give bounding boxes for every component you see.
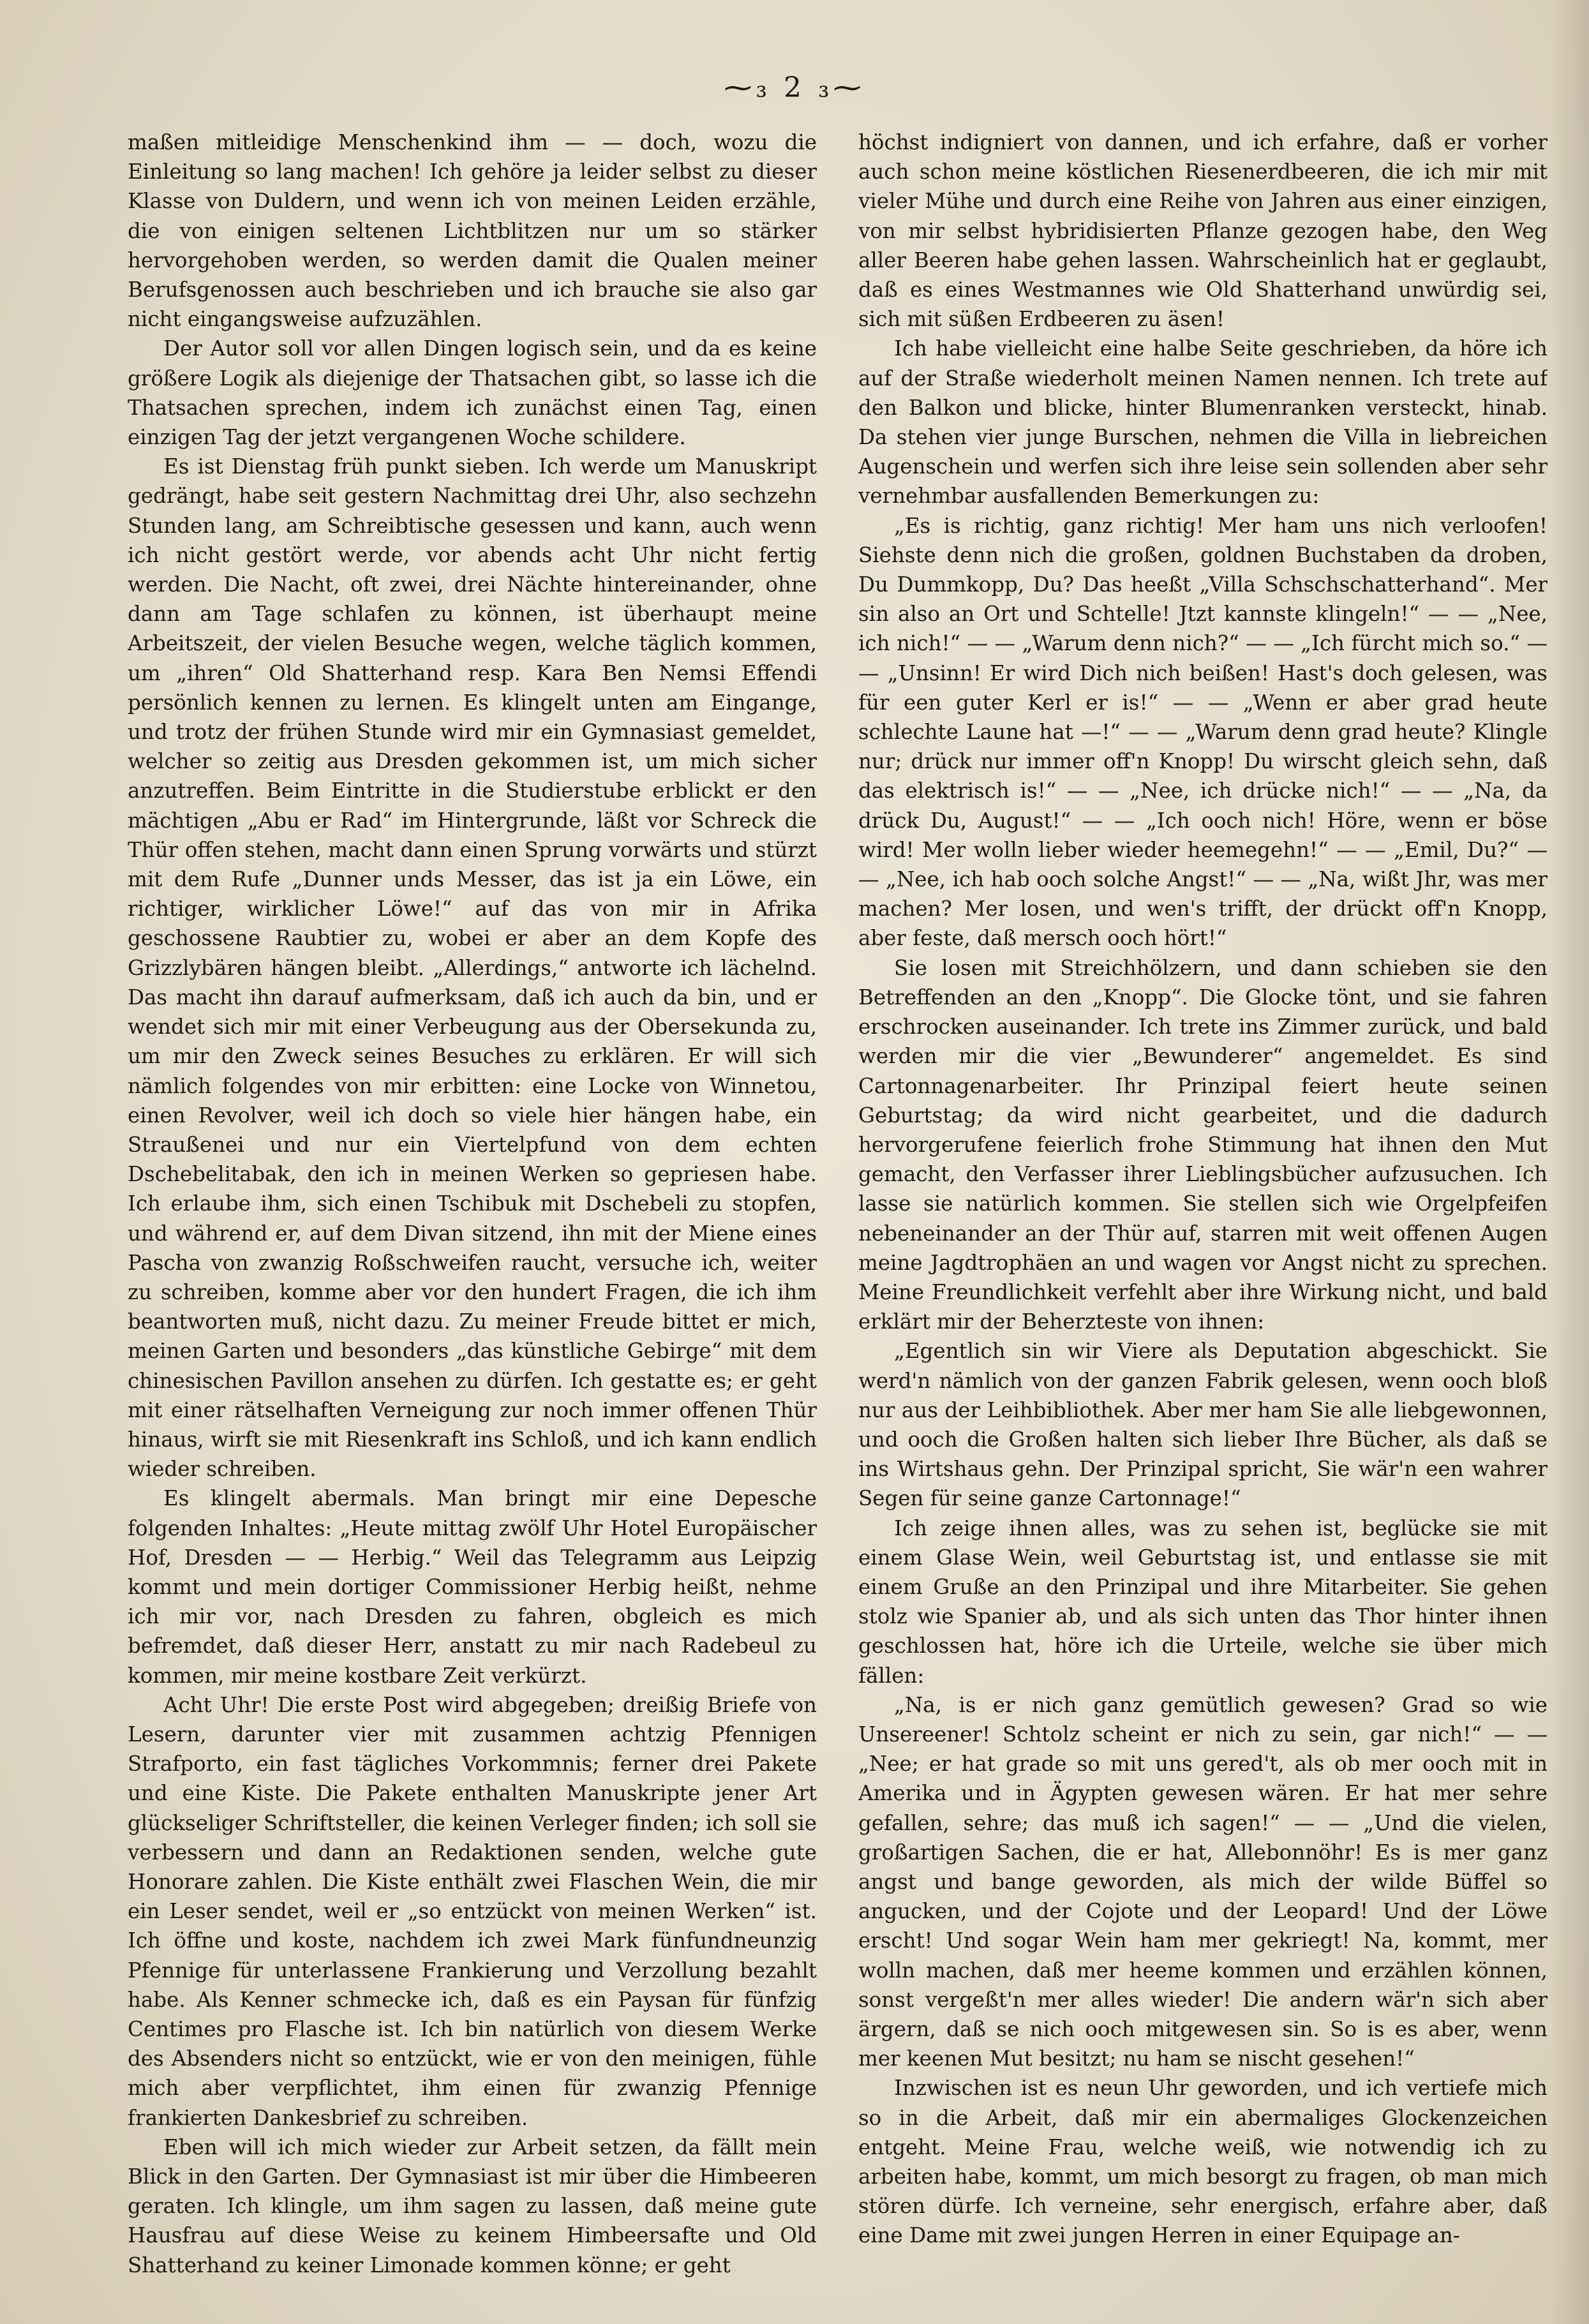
paragraph: Der Autor soll vor allen Dingen logisch sein, und da es keine größere Logik als diejenige der Thatsachen gibt, so lasse ich die Thatsachen sprechen, indem ich zunächst einen Tag, einen einzigen Tag der jetzt vergangenen Woche schildere. (128, 336, 817, 450)
header-ornament-left: ⁓₃ (724, 71, 771, 104)
paragraph: „Na, is er nich ganz gemütlich gewesen? Grad so wie Unsereener! Schtolz scheint er nich zu sein, gar nich!“ — — „Nee; er hat grade so mit uns gered't, als ob mer ooch mit in Amerika und in Ägypten gewesen wären. Er hat mer sehre gefallen, sehre; das muß ich sagen!“ — — „Und die vielen, großartigen Sachen, die er hat, Allebonnöhr! Es is mer ganz angst und bange geworden, als mich der wilde Büffel so angucken, und der Cojote und der Leopard! Und der Löwe erscht! Und sogar Wein ham mer gekriegt! Na, kommt, mer wolln machen, daß mer heeme kommen und erzählen können, sonst vergeßt'n mer alles wieder! Die andern wär'n sich aber ärgern, daß se nich ooch mitgewesen sin. So is es aber, wenn mer keenen Mut besitzt; nu ham se nischt gesehen!“ (858, 1692, 1548, 2071)
left-column (128, 128, 817, 2284)
page-number: 2 (784, 71, 805, 104)
paragraph: Sie losen mit Streichhölzern, und dann schieben sie den Betreffenden an den „Knopp“. Die Glocke tönt, und sie fahren erschrocken auseinander. Ich trete ins Zimmer zurück, und bald werden mir die vier „Bewunderer“ angemeldet. Es sind Cartonnagenarbeiter. Ihr Prinzipal feiert heute seinen Geburtstag; da wird nicht gearbeitet, und die dadurch hervorgerufene feierlich frohe Stimmung hat ihnen den Mut gemacht, den Verfasser ihrer Lieblingsbücher aufzusuchen. Ich lasse sie natürlich kommen. Sie stellen sich wie Orgelpfeifen nebeneinander an der Thür auf, starren mit weit offenen Augen meine Jagdtrophäen an und wagen vor Angst nicht zu sprechen. Meine Freundlichkeit verfehlt aber ihre Wirkung nicht, und bald erklärt mir der Beherzteste von ihnen: (858, 955, 1548, 1334)
page-edge-shadow (1551, 0, 1589, 2324)
page-header (0, 71, 1589, 104)
right-column (858, 128, 1548, 2284)
paragraph: Eben will ich mich wieder zur Arbeit setzen, da fällt mein Blick in den Garten. Der Gymnasiast ist mir über die Himbeeren geraten. Ich klingle, um ihm sagen zu lassen, daß meine gute Hausfrau auf diese Weise zu keinem Himbeersafte und Old Shatterhand zu keiner Limonade kommen könne; er geht (128, 2134, 817, 2277)
paragraph: „Es is richtig, ganz richtig! Mer ham uns nich verloofen! Siehste denn nich die großen, goldnen Buchstaben da droben, Du Dummkopp, Du? Das heeßt „Villa Schschschatterhand“. Mer sin also an Ort und Schtelle! Jtzt kannste klingeln!“ — — „Nee, ich nich!“ — — „Warum denn nich?“ — — „Ich fürcht mich so.“ — — „Unsinn! Er wird Dich nich beißen! Hast's doch gelesen, was für een guter Kerl er is!“ — — „Wenn er aber grad heute schlechte Laune hat —!“ — — „Warum denn grad heute? Klingle nur; drück nur immer off'n Knopp! Du wirscht gleich sehn, daß das elektrisch is!“ — — „Nee, ich drücke nich!“ — — „Na, da drück Du, August!“ — — „Ich ooch nich! Höre, wenn er böse wird! Mer wolln lieber wieder heemegehn!“ — — „Emil, Du?“ — — „Nee, ich hab ooch solche Angst!“ — — „Na, wißt Jhr, was mer machen? Mer losen, und wen's trifft, der drückt off'n Knopp, aber feste, daß mersch ooch hört!“ (858, 513, 1548, 951)
paragraph: Inzwischen ist es neun Uhr geworden, und ich vertiefe mich so in die Arbeit, daß mir ein abermaliges Glockenzeichen entgeht. Meine Frau, welche weiß, wie notwendig ich zu arbeiten habe, kommt, um mich besorgt zu fragen, ob man mich stören dürfe. Ich verneine, sehr energisch, erfahre aber, daß eine Dame mit zwei jungen Herren in einer Equipage an- (858, 2076, 1548, 2248)
paragraph: Ich habe vielleicht eine halbe Seite geschrieben, da höre ich auf der Straße wiederholt meinen Namen nennen. Ich trete auf den Balkon und blicke, hinter Blumenranken versteckt, hinab. Da stehen vier junge Burschen, nehmen die Villa in liebreichen Augenschein und werfen sich ihre leise sein sollenden aber sehr vernehmbar ausfallenden Bemerkungen zu: (858, 336, 1548, 509)
paragraph: Acht Uhr! Die erste Post wird abgegeben; dreißig Briefe von Lesern, darunter vier mit zusammen achtzig Pfennigen Strafporto, ein fast tägliches Vorkommnis; ferner drei Pakete und eine Kiste. Die Pakete enthalten Manuskripte jener Art glückseliger Schriftsteller, die keinen Verleger finden; ich soll sie verbessern und dann an Redaktionen senden, welche gute Honorare zahlen. Die Kiste enthält zwei Flaschen Wein, die mir ein Leser sendet, weil er „so entzückt von meinen Werken“ ist. Ich öffne und koste, nachdem ich zwei Mark fünfundneunzig Pfennige für unterlassene Frankierung und Verzollung bezahlt habe. Als Kenner schmecke ich, daß es ein Paysan für fünfzig Centimes pro Flasche ist. Ich bin natürlich von diesem Werke des Absenders nicht so entzückt, wie er von den meinigen, fühle mich aber verpflichtet, ihm einen für zwanzig Pfennige frankierten Dankesbrief zu schreiben. (128, 1692, 817, 2130)
header-ornament-right: ₃⁓ (818, 71, 865, 104)
paragraph: Es klingelt abermals. Man bringt mir eine Depesche folgenden Inhaltes: „Heute mittag zwölf Uhr Hotel Europäischer Hof, Dresden — — Herbig.“ Weil das Telegramm aus Leipzig kommt und mein dortiger Commissioner Herbig heißt, nehme ich mir vor, nach Dresden zu fahren, obgleich es mich befremdet, daß dieser Herr, anstatt zu mir nach Radebeul zu kommen, mir meine kostbare Zeit verkürzt. (128, 1486, 817, 1688)
paragraph: maßen mitleidige Menschenkind ihm — — doch, wozu die Einleitung so lang machen! Ich gehöre ja leider selbst zu dieser Klasse von Duldern, und wenn ich von meinen Leiden erzähle, die von einigen seltenen Lichtblitzen nur um so stärker hervorgehoben werden, so werden damit die Qualen meiner Berufsgenossen auch beschrieben und ich brauche sie also gar nicht eingangsweise aufzuzählen. (128, 130, 817, 332)
paragraph: Ich zeige ihnen alles, was zu sehen ist, beglücke sie mit einem Glase Wein, weil Geburtstag ist, und entlasse sie mit einem Gruße an den Prinzipal und ihre Mitarbeiter. Sie gehen stolz wie Spanier ab, und als sich unten das Thor hinter ihnen geschlossen hat, höre ich die Urteile, welche sie über mich fällen: (858, 1516, 1548, 1688)
paragraph: „Egentlich sin wir Viere als Deputation abgeschickt. Sie werd'n nämlich von der ganzen Fabrik gelesen, wenn ooch bloß nur aus der Leihbibliothek. Aber mer ham Sie alle liebgewonnen, und ooch die Großen halten sich lieber Ihre Bücher, als daß se ins Wirtshaus gehn. Der Prinzipal spricht, Sie wär'n een wahrer Segen für seine ganze Cartonnage!“ (858, 1339, 1548, 1511)
paragraph: Es ist Dienstag früh punkt sieben. Ich werde um Manuskript gedrängt, habe seit gestern Nachmittag drei Uhr, also sechzehn Stunden lang, am Schreibtische gesessen und kann, auch wenn ich nicht gestört werde, vor abends acht Uhr nicht fertig werden. Die Nacht, oft zwei, drei Nächte hintereinander, ohne dann am Tage schlafen zu können, ist überhaupt meine Arbeitszeit, der vielen Besuche wegen, welche täglich kommen, um „ihren“ Old Shatterhand resp. Kara Ben Nemsi Effendi persönlich kennen zu lernen. Es klingelt unten am Eingange, und trotz der frühen Stunde wird mir ein Gymnasiast gemeldet, welcher so zeitig aus Dresden gekommen ist, um mich sicher anzutreffen. Beim Eintritte in die Studierstube erblickt er den mächtigen „Abu er Rad“ im Hintergrunde, läßt vor Schreck die Thür offen stehen, macht dann einen Sprung vorwärts und stürzt mit dem Rufe „Dunner unds Messer, das ist ja ein Löwe, ein richtiger, wirklicher Löwe!“ auf das von mir in Afrika geschossene Raubtier zu, wobei er aber an dem Kopfe des Grizzlybären hängen bleibt. „Allerdings,“ antworte ich lächelnd. Das macht ihn darauf aufmerksam, daß ich auch da bin, und er wendet sich mir mit einer Verbeugung aus der Obersekunda zu, um mir den Zweck seines Besuches zu erklären. Er will sich nämlich folgendes von mir erbitten: eine Locke von Winnetou, einen Revolver, weil ich doch so viele hier hängen habe, ein Straußenei und nur ein Viertelpfund von dem echten Dschebelitabak, den ich in meinen Werken so gepriesen habe. Ich erlaube ihm, sich einen Tschibuk mit Dschebeli zu stopfen, und während er, auf dem Divan sitzend, ihn mit der Miene eines Pascha von zwanzig Roßschweifen raucht, versuche ich, weiter zu schreiben, komme aber vor den hundert Fragen, die ich ihm beantworten muß, nicht dazu. Zu meiner Freude bittet er mich, meinen Garten und besonders „das künstliche Gebirge“ mit dem chinesischen Pavillon ansehen zu dürfen. Ich gestatte es; er geht mit einer rätselhaften Verneigung zur noch immer offenen Thür hinaus, wirft sie mit Riesenkraft ins Schloß, und ich kann endlich wieder schreiben. (128, 454, 817, 1482)
paragraph: höchst indigniert von dannen, und ich erfahre, daß er vorher auch schon meine köstlichen Riesenerdbeeren, die ich mir mit vieler Mühe und durch eine Reihe von Jahren aus einer einzigen, von mir selbst hybridisierten Pflanze gezogen habe, den Weg aller Beeren habe gehen lassen. Wahrscheinlich hat er geglaubt, daß es eines Westmannes wie Old Shatterhand unwürdig sei, sich mit süßen Erdbeeren zu äsen! (858, 130, 1548, 332)
